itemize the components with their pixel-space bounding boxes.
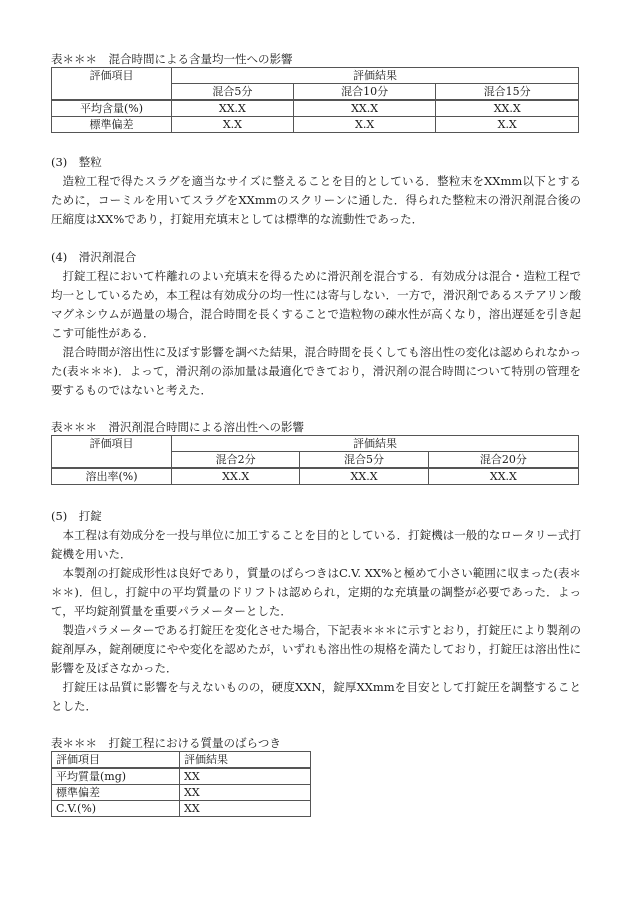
- row-label: 平均質量(mg): [52, 768, 180, 785]
- table2-caption: 表＊＊＊ 滑沢剤混合時間による溶出性への影響: [51, 420, 304, 434]
- row-label: C.V.(%): [52, 801, 180, 817]
- table1-header-item: 評価項目: [52, 68, 172, 101]
- section3-paragraph: 造粒工程で得たスラグを適当なサイズに整えることを目的としている．整粒末をXXmm以下とするために，コーミルを用いてスラグをXXmmのスクリーンに通した．得られた整粒末の滑沢剤混合後の圧縮度はXX%であり，打錠用充填末としては標準的な流動性であった．: [51, 174, 581, 226]
- row-label: 標準偏差: [52, 785, 180, 801]
- document-page: [51, 52, 581, 817]
- table1-header-result: 評価結果: [172, 68, 579, 84]
- cell-value: XX: [180, 785, 311, 801]
- table1-caption: 表＊＊＊ 混合時間による含量均一性への影響: [51, 52, 293, 66]
- table1-content-uniformity: [51, 67, 579, 133]
- table2-col-header: 混合20分: [428, 452, 578, 469]
- section4-heading: (4) 滑沢剤混合: [51, 250, 137, 264]
- table-row: [52, 785, 311, 801]
- cell-value: X.X: [293, 117, 436, 133]
- table3-mass-variation: [51, 751, 311, 817]
- table2-col-header: 混合5分: [300, 452, 428, 469]
- section5-paragraph: 本工程は有効成分を一投与単位に加工することを目的としている．打錠機は一般的なロータリー式打錠機を用いた．: [51, 528, 581, 561]
- table2-col-header: 混合2分: [172, 452, 300, 469]
- section3-heading: (3) 整粒: [51, 155, 102, 169]
- section4-paragraph: 混合時間が溶出性に及ぼす影響を調べた結果，混合時間を長くしても溶出性の変化は認められなかった(表＊＊＊)．よって，滑沢剤の添加量は最適化できており，滑沢剤の混合時間について特別の管理を要するものではないと考えた．: [51, 345, 581, 397]
- table1-col-header: 混合15分: [436, 84, 579, 101]
- section4-paragraph: 打錠工程において杵離れのよい充填末を得るために滑沢剤を混合する．有効成分は混合・造粒工程で均一としているため，本工程は有効成分の均一性には寄与しない．一方で，滑沢剤であるステアリン酸マグネシウムが過量の場合，混合時間を長くすることで造粒物の疎水性が高くなり，溶出遅延を引き起こす可能性がある．: [51, 269, 581, 340]
- section5-paragraph: 打錠圧は品質に影響を与えないものの，硬度XXN，錠厚XXmmを目安として打錠圧を調整することとした．: [51, 680, 581, 713]
- cell-value: XX: [180, 801, 311, 817]
- table3-header-item: 評価項目: [52, 752, 180, 769]
- cell-value: XX: [180, 768, 311, 785]
- cell-value: XX.X: [172, 468, 300, 485]
- table2-header-result: 評価結果: [172, 436, 579, 452]
- table-row: [52, 100, 579, 117]
- cell-value: XX.X: [436, 100, 579, 117]
- section5-paragraph: 製造パラメーターである打錠圧を変化させた場合，下記表＊＊＊に示すとおり，打錠圧により製剤の錠剤厚み，錠剤硬度にやや変化を認めたが，いずれも溶出性の規格を満たしており，打錠圧は溶出性に影響を及ぼさなかった．: [51, 623, 581, 675]
- row-label: 標準偏差: [52, 117, 172, 133]
- section5-heading: (5) 打錠: [51, 509, 102, 523]
- table2-header-item: 評価項目: [52, 436, 172, 469]
- table-row: [52, 117, 579, 133]
- table2-dissolution: [51, 435, 579, 485]
- table-row: [52, 468, 579, 485]
- cell-value: XX.X: [293, 100, 436, 117]
- cell-value: XX.X: [172, 100, 294, 117]
- table3-header-result: 評価結果: [180, 752, 311, 769]
- cell-value: XX.X: [428, 468, 578, 485]
- table3-caption: 表＊＊＊ 打錠工程における質量のばらつき: [51, 736, 281, 750]
- cell-value: X.X: [172, 117, 294, 133]
- cell-value: XX.X: [300, 468, 428, 485]
- table-row: [52, 768, 311, 785]
- section5-paragraph: 本製剤の打錠成形性は良好であり，質量のばらつきはC.V. XX%と極めて小さい範囲に収まった(表＊＊＊)．但し，打錠中の平均質量のドリフトは認められ，定期的な充填量の調整が必要であった．よって，平均錠剤質量を重要パラメーターとした．: [51, 566, 581, 618]
- table1-col-header: 混合5分: [172, 84, 294, 101]
- row-label: 平均含量(%): [52, 100, 172, 117]
- cell-value: X.X: [436, 117, 579, 133]
- row-label: 溶出率(%): [52, 468, 172, 485]
- table-row: [52, 801, 311, 817]
- table1-col-header: 混合10分: [293, 84, 436, 101]
